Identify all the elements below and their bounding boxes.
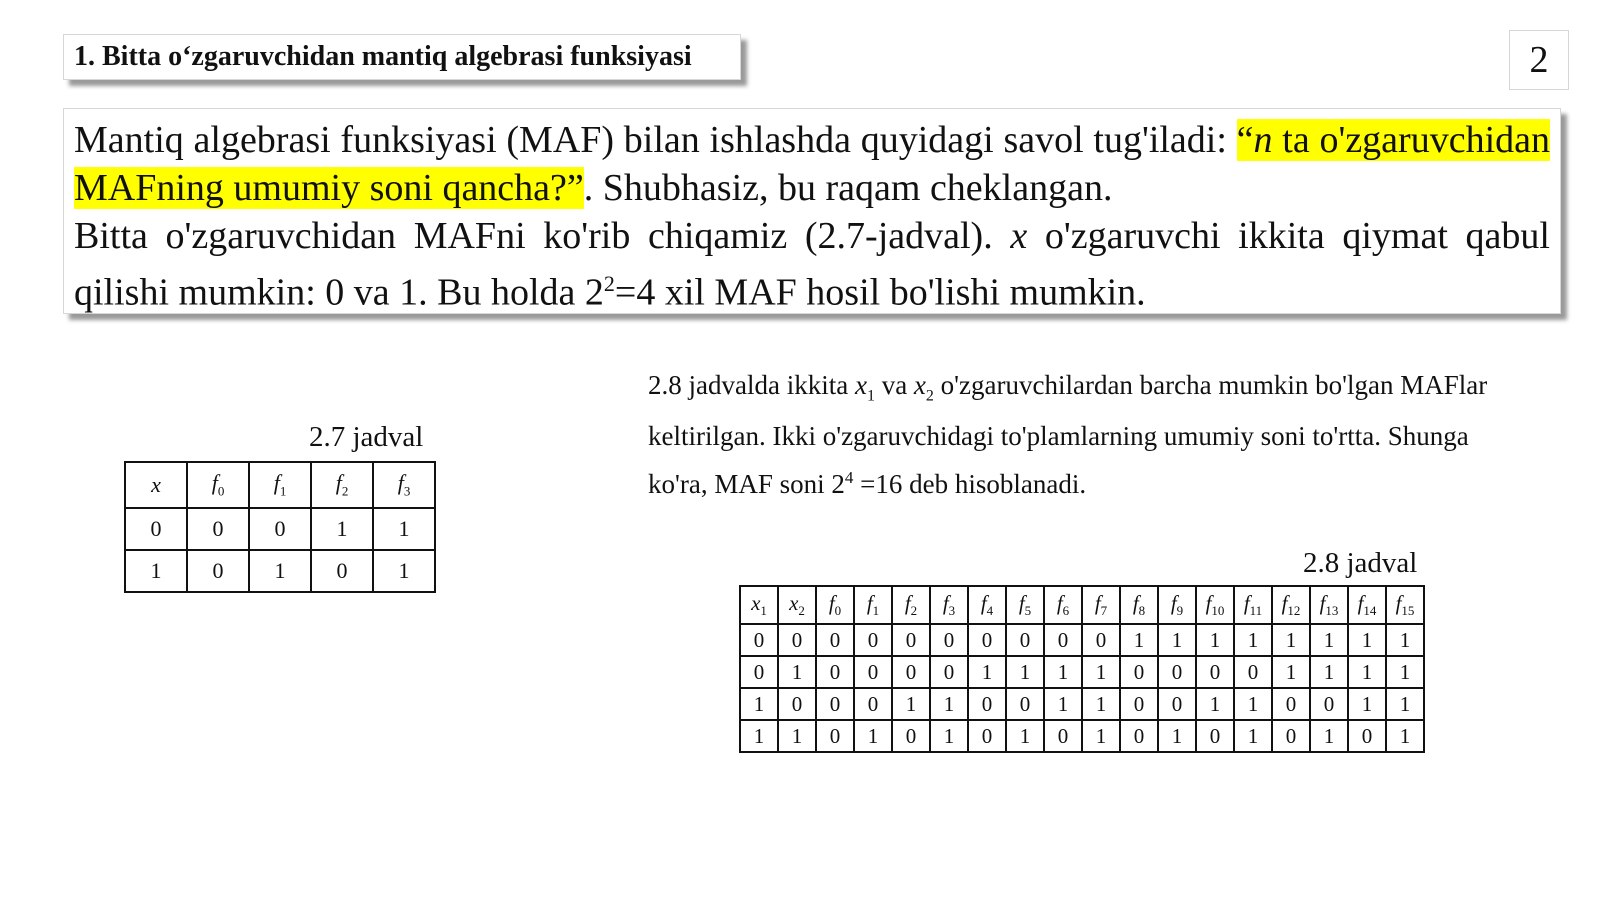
header-cell [1006,586,1044,624]
table-row [740,624,1424,656]
table-cell: 1 [778,656,816,688]
table-cell: 1 [1158,624,1196,656]
header-base: f [942,590,949,615]
table-cell: 0 [968,688,1006,720]
table-cell: 0 [1310,688,1348,720]
header-base: f [980,590,987,615]
table-cell: 1 [1348,624,1386,656]
table-cell: 0 [1120,656,1158,688]
header-base: f [1056,590,1063,615]
variable-x: x [1010,215,1028,257]
header-subscript: 1 [279,483,287,499]
table-cell: 0 [1348,720,1386,752]
header-cell [778,586,816,624]
var-x2-sub: 2 [925,387,934,405]
header-cell [930,586,968,624]
question-text: ta o'zgaruvchidan MAFning umumiy soni qancha?” [74,119,1550,209]
header-subscript: 4 [986,603,994,619]
header-base: f [1357,590,1364,615]
table-cell: 0 [816,656,854,688]
table-cell: 0 [816,720,854,752]
table-cell: 0 [1272,720,1310,752]
table-cell: 1 [1348,688,1386,720]
header-cell [968,586,1006,624]
table-cell: 0 [892,624,930,656]
header-cell [1234,586,1272,624]
table-cell: 1 [249,550,311,592]
table-cell: 1 [1158,720,1196,752]
table-cell: 1 [1310,624,1348,656]
desc-part-d: =16 deb hisoblanadi. [853,469,1087,500]
table-cell: 0 [1006,688,1044,720]
header-subscript: 2 [798,603,805,619]
header-cell [125,462,187,508]
header-cell [1158,586,1196,624]
table-cell: 0 [1044,720,1082,752]
table-cell: 0 [854,688,892,720]
header-cell [892,586,930,624]
table-cell: 1 [1310,656,1348,688]
table-cell: 0 [816,688,854,720]
header-base: f [335,470,342,496]
header-base: f [1094,590,1101,615]
header-subscript: 15 [1401,603,1415,619]
table-cell: 1 [1386,720,1424,752]
table-cell: 1 [1044,688,1082,720]
table-cell: 1 [373,550,435,592]
header-cell [816,586,854,624]
header-cell [373,462,435,508]
table-cell: 0 [854,656,892,688]
header-cell [1120,586,1158,624]
question-variable-n: n [1253,119,1273,161]
header-base: f [1170,590,1177,615]
table-cell: 0 [1158,688,1196,720]
table-row [125,550,435,592]
truth-table-2-8 [739,585,1425,753]
slide-title-box [63,34,741,80]
table-cell: 0 [740,624,778,656]
header-base: f [1319,590,1326,615]
table-cell: 0 [1120,688,1158,720]
table-cell: 0 [892,656,930,688]
table-cell: 0 [187,550,249,592]
table-cell: 1 [1006,656,1044,688]
header-base: f [1281,590,1288,615]
var-x2-base: x [913,370,926,400]
desc-exponent: 4 [844,468,854,488]
table-cell: 0 [892,720,930,752]
header-base: f [1205,590,1212,615]
table-cell: 1 [1234,688,1272,720]
header-base: f [1018,590,1025,615]
table-cell: 0 [968,720,1006,752]
header-subscript: 3 [403,483,411,499]
header-base: x [751,590,761,615]
table28-caption: 2.8 jadval [1303,547,1418,579]
table-cell: 0 [1044,624,1082,656]
table27-caption: 2.7 jadval [309,421,424,453]
header-base: f [904,590,911,615]
desc-part-a: 2.8 jadvalda ikkita [648,370,855,400]
table-cell: 0 [311,550,373,592]
table-row [740,656,1424,688]
intro-paragraph-1 [74,116,1550,212]
table-row [125,508,435,550]
table-cell: 1 [740,688,778,720]
header-cell [1348,586,1386,624]
var-x1-sub: 1 [866,387,875,405]
header-base: f [397,470,404,496]
exponent: 2 [603,271,615,296]
table-cell: 1 [1006,720,1044,752]
header-cell [1196,586,1234,624]
table-cell: 1 [778,720,816,752]
intro-sentence-3: Bitta o'zgaruvchidan MAFni ko'rib chiqamiz (2.7-jadval). [74,215,1011,257]
truth-table-2-7 [124,461,436,593]
header-cell [187,462,249,508]
table-cell: 1 [1196,688,1234,720]
header-cell [1044,586,1082,624]
table-cell: 1 [854,720,892,752]
header-cell [1082,586,1120,624]
header-subscript: 8 [1138,603,1146,619]
table-cell: 0 [1272,688,1310,720]
table-cell: 1 [125,550,187,592]
header-subscript: 2 [910,603,918,619]
header-cell [740,586,778,624]
table-cell: 0 [778,624,816,656]
header-subscript: 14 [1363,603,1377,619]
table-cell: 0 [968,624,1006,656]
header-cell [311,462,373,508]
table-cell: 1 [1044,656,1082,688]
header-base: f [211,470,218,496]
intro-paragraph-2 [74,212,1550,317]
header-base: x [151,472,161,497]
header-subscript: 13 [1325,603,1339,619]
table-cell: 0 [1234,656,1272,688]
table-cell: 0 [816,624,854,656]
page-number: 2 [1509,30,1569,90]
quote-open: “ [1236,119,1254,161]
table-cell: 1 [1082,688,1120,720]
table-cell: 1 [1120,624,1158,656]
table-cell: 0 [740,656,778,688]
table-cell: 1 [1196,624,1234,656]
header-subscript: 10 [1211,603,1225,619]
header-base: f [828,590,835,615]
table-cell: 1 [740,720,778,752]
header-base: f [1395,590,1402,615]
header-base: f [273,470,280,496]
intro-sentence-5: =4 xil MAF hosil bo'lishi mumkin. [614,271,1146,314]
table-cell: 0 [1120,720,1158,752]
header-subscript: 0 [834,603,842,619]
header-cell [1310,586,1348,624]
header-base: f [1132,590,1139,615]
header-subscript: 1 [872,603,880,619]
table-cell: 1 [1310,720,1348,752]
table-cell: 0 [854,624,892,656]
var-x1-base: x [854,370,867,400]
table-cell: 1 [892,688,930,720]
header-cell [1386,586,1424,624]
table-cell: 1 [968,656,1006,688]
table-cell: 1 [930,688,968,720]
table-cell: 1 [1386,656,1424,688]
table-cell: 0 [930,624,968,656]
table-row [740,720,1424,752]
header-subscript: 12 [1287,603,1301,619]
header-subscript: 5 [1024,603,1032,619]
table-cell: 0 [1158,656,1196,688]
header-subscript: 7 [1100,603,1108,619]
header-subscript: 6 [1062,603,1070,619]
header-subscript: 11 [1249,603,1263,619]
table-cell: 1 [1082,720,1120,752]
header-base: f [866,590,873,615]
slide-title: 1. Bitta o‘zgaruvchidan mantiq algebrasi funksiyasi [74,41,692,72]
table-cell: 0 [125,508,187,550]
header-cell [249,462,311,508]
intro-sentence-4: o'zgaruvchi ikkita qiymat qabul qilishi mumkin: 0 va 1. Bu holda 2 [74,215,1550,314]
header-cell [1272,586,1310,624]
table-cell: 0 [778,688,816,720]
desc-part-b: va [874,370,914,400]
table-cell: 1 [311,508,373,550]
table-cell: 1 [1234,720,1272,752]
header-subscript: 9 [1176,603,1184,619]
header-subscript: 1 [760,603,767,619]
table-cell: 1 [1348,656,1386,688]
table-cell: 0 [1196,656,1234,688]
header-row [125,462,435,508]
header-cell [854,586,892,624]
table-cell: 0 [249,508,311,550]
header-subscript: 2 [341,483,349,499]
table-cell: 0 [1082,624,1120,656]
table-cell: 0 [930,656,968,688]
table-cell: 1 [1272,656,1310,688]
intro-text-box [63,108,1561,314]
intro-sentence-1: Mantiq algebrasi funksiyasi (MAF) bilan ishlashda quyidagi savol tug'iladi: [74,119,1237,161]
table-cell: 1 [1082,656,1120,688]
desc-part-c: o'zgaruvchilardan barcha mumkin bo'lgan MAFlar keltirilgan. Ikki o'zgaruvchidagi to'plamlarning umumiy soni to'rtta. Shunga ko'ra, MAF soni 2 [648,370,1488,500]
table-cell: 1 [1386,624,1424,656]
table-cell: 0 [187,508,249,550]
table-cell: 1 [1234,624,1272,656]
header-row [740,586,1424,624]
header-base: f [1243,590,1250,615]
table-cell: 1 [930,720,968,752]
header-subscript: 0 [217,483,225,499]
table-cell: 1 [1386,688,1424,720]
table-cell: 1 [1272,624,1310,656]
header-base: x [789,590,799,615]
intro-sentence-2: . Shubhasiz, bu raqam cheklangan. [583,167,1113,209]
table-cell: 0 [1006,624,1044,656]
table-row [740,688,1424,720]
table-cell: 0 [1196,720,1234,752]
table-cell: 1 [373,508,435,550]
table28-description [648,365,1498,505]
header-subscript: 3 [948,603,956,619]
